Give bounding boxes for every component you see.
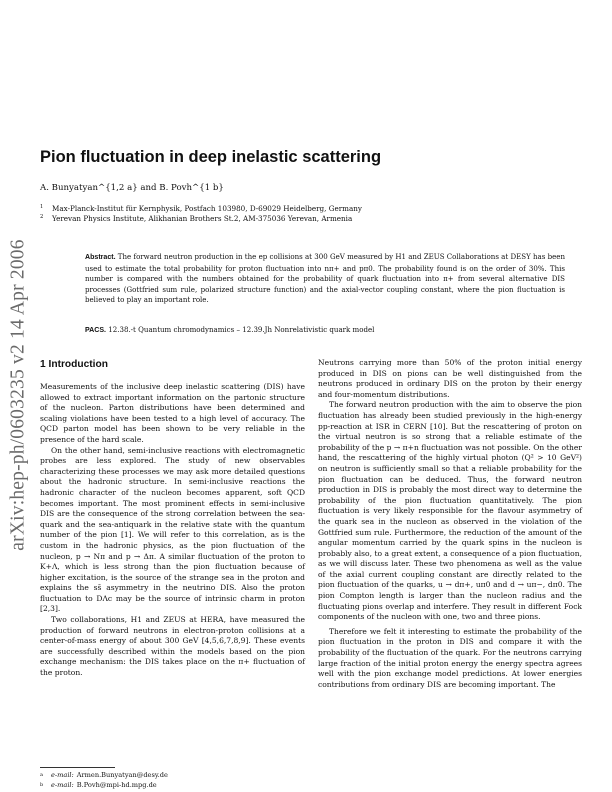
affiliation-number: 2 [40, 214, 44, 220]
footnote-label: e-mail: [51, 781, 74, 789]
arxiv-stamp-text: arXiv:hep-ph/0603235 v2 14 Apr 2006 [8, 239, 30, 551]
paragraph: Therefore we felt it interesting to estimate the probability of the pion fluctuation in the proton in DIS and compare it with the probability of the fluctuation of the quark. For the neutrons carrying large fraction of the initial proton energy the energy spectra agrees well with the pion exchange model predictions. At lower energies contributions from ordinary DIS are becoming important. The [318, 626, 582, 689]
affiliation-text: Yerevan Physics Institute, Alikhanian Brothers St.2, AM-375036 Yerevan, Armenia [52, 214, 353, 223]
footnote-label: e-mail: [51, 771, 74, 779]
section-number: 1 [40, 359, 46, 370]
affiliation-text: Max-Planck-Institut für Kernphysik, Postfach 103980, D-69029 Heidelberg, Germany [52, 204, 362, 213]
author-list [40, 183, 224, 193]
section-title: Introduction [48, 359, 108, 370]
affiliation-2 [40, 214, 352, 223]
abstract [85, 252, 565, 306]
affiliation-number: 1 [40, 204, 44, 210]
section-heading [40, 359, 108, 370]
footnote-mark: a [40, 772, 43, 778]
paragraph: On the other hand, semi-inclusive reactions with electromagnetic probes are less explored. The study of new observables characterizing these processes we may ask more detailed questions about the hadronic structure. In semi-inclusive reactions the hadronic character of the nucleon becomes apparent, soft QCD becomes important. The most prominent effects in semi-inclusive DIS are the consequence of the strong correlation between the sea-quark and the sea-antiquark in the relative state with the quantum number of the pion [1]. We will refer to this correlation, as is the custom in the hadronic physics, as the pion fluctuation of the nucleon, p → Nπ and p → Δπ. A similar fluctuation of the proton to K+Λ, which is less strong than the pion fluctuation because of higher excitation, is the source of the strange sea in the proton and explains the ss̄ asymmetry in the neutrino DIS. Also the proton fluctuation to DΛc may be the source of intrinsic charm in proton [2,3]. [40, 445, 305, 614]
paragraph: Measurements of the inclusive deep inelastic scattering (DIS) have allowed to extract important information on the partonic structure of the nucleon. Parton distributions have been determined and scaling violations have been tested to a high level of accuracy. The QCD parton model has been shown to be very reliable in the presence of the hard scale. [40, 382, 305, 444]
paper-title: Pion fluctuation in deep inelastic scattering [40, 148, 382, 166]
abstract-label: Abstract. [85, 254, 116, 261]
footnote-email: B.Povh@mpi-hd.mpg.de [76, 781, 157, 789]
paragraph: Neutrons carrying more than 50% of the proton initial energy produced in DIS on pions can be well distinguished from the neutrons produced in ordinary DIS on the proton by their energy and four-momentum distributions. [318, 358, 582, 399]
paragraph: The forward neutron production with the aim to observe the pion fluctuation has already been studied previously in the high-energy pp-reaction at ISR in CERN [10]. But the rescattering of proton on the virtual neutron is so strong that a reliable estimate of the probability of the p → π+n fluctuation was not possible. On the other hand, the rescattering of the highly virtual photon (Q² > 10 GeV²) on neutron is sufficiently small so that a reliable probability for the pion fluctuation can be deduced. Thus, the forward neutron production in DIS is probably the most direct way to determine the probability of the pion fluctuation quantitatively. The pion fluctuation is very likely responsible for the flavour asymmetry of the quark sea in the nucleon as observed in the violation of the Gottfried sum rule. Furthermore, the reduction of the amount of the angular momentum carried by the quark spins in the nucleon is probably also, to a great extent, a consequence of a pion fluctuation, as we will discuss later. These two phenomena as well as the value of the axial current coupling constant are directly related to the pion fluctuation of the quarks, u → dπ+, uπ0 and d → uπ−, dπ0. The pion Compton length is larger than the nucleon radius and the fluctuating pions overlap and interfere. They result in different Fock components of the nucleon with one, two and three pions. [318, 400, 582, 622]
pacs-label: PACS. [85, 327, 107, 334]
pacs-line [85, 325, 374, 334]
pacs-text: 12.38.-t Quantum chromodynamics – 12.39.Jh Nonrelativistic quark model [108, 325, 375, 334]
footnotes [40, 770, 168, 790]
left-column [40, 382, 305, 679]
footnote-a [40, 770, 168, 780]
authors-text: A. Bunyatyan^{1,2 a} and B. Povh^{1 b} [40, 183, 224, 193]
arxiv-stamp [4, 210, 34, 580]
footnote-mark: b [40, 782, 44, 788]
footnote-email: Armen.Bunyatyan@desy.de [76, 771, 168, 779]
footnote-divider [40, 767, 115, 768]
paragraph: Two collaborations, H1 and ZEUS at HERA, have measured the production of forward neutrons in electron-proton collisions at a center-of-mass energy of about 300 GeV [4,5,6,7,8,9]. These events are successfully described within the models based on the pion exchange mechanism: the DIS takes place on the π+ fluctuation of the proton. [40, 615, 305, 678]
abstract-text: The forward neutron production in the ep collisions at 300 GeV measured by H1 and ZEUS Collaborations at DESY has been used to estimate the total probability for proton fluctuation into nπ+ and pπ0. The probability found is on the order of 30%. This number is compared with the numbers obtained for the probability of quark fluctuation into π+ from several alternative DIS processes (Gottfried sum rule, polarized structure function) and the axial-vector coupling constant, where the pion fluctuation is believed to play an important role. [85, 252, 565, 305]
affiliation-1 [40, 204, 362, 213]
right-column [318, 358, 582, 690]
footnote-b [40, 780, 168, 790]
